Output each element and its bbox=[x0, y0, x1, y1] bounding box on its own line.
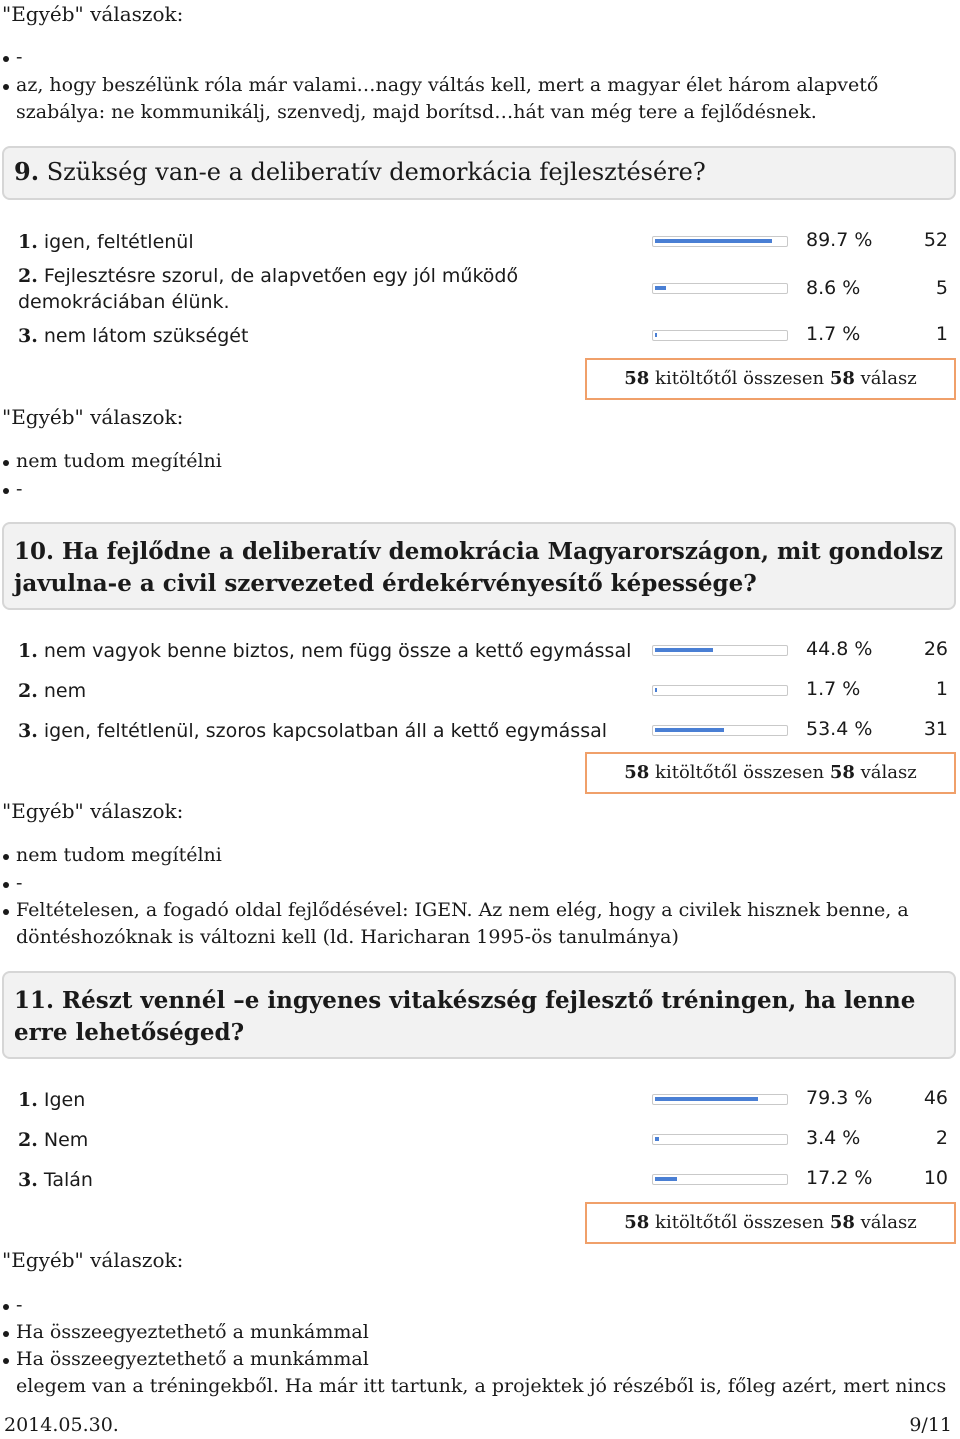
summary-suffix: válasz bbox=[860, 368, 917, 389]
option-label: Igen bbox=[43, 1089, 86, 1111]
list-item: elegem van a tréningekből. Ha már itt tartunk, a projektek jó részéből is, főleg azért, mert nincs bbox=[16, 1373, 956, 1400]
question-number: 10. bbox=[14, 538, 55, 565]
option-count: 10 bbox=[923, 1167, 948, 1189]
option-percent: 17.2 % bbox=[806, 1167, 873, 1189]
option-percent: 44.8 % bbox=[806, 638, 873, 660]
question-11-header bbox=[2, 971, 956, 1059]
list-item: nem tudom megítélni bbox=[16, 448, 222, 475]
list-item: Feltételesen, a fogadó oldal fejlődésével: IGEN. Az nem elég, hogy a civilek hisznek benne, a döntéshozóknak is változni kell (ld. Haricharan 1995-ös tanulmánya) bbox=[16, 897, 916, 951]
list-item: - bbox=[16, 44, 22, 71]
percent-bar-fill bbox=[655, 333, 657, 337]
summary-suffix: válasz bbox=[860, 1212, 917, 1233]
page-number: 9/11 bbox=[909, 1414, 952, 1436]
option-count: 46 bbox=[923, 1087, 948, 1109]
option-number: 2. bbox=[18, 680, 38, 702]
percent-bar bbox=[652, 283, 788, 294]
respondent-count: 58 bbox=[624, 762, 650, 783]
respondent-count: 58 bbox=[624, 1212, 650, 1233]
list-item: Ha összeegyeztethető a munkámmal bbox=[16, 1346, 369, 1373]
option-label: Talán bbox=[43, 1169, 93, 1191]
option-label: nem bbox=[43, 680, 87, 702]
percent-bar-fill bbox=[655, 1097, 758, 1101]
option-percent: 89.7 % bbox=[806, 229, 873, 251]
percent-bar-fill bbox=[655, 1177, 677, 1181]
option-label: Fejlesztésre szorul, de alapvetően egy jól működő demokráciában élünk. bbox=[18, 265, 519, 313]
option-percent: 3.4 % bbox=[806, 1127, 861, 1149]
percent-bar-fill bbox=[655, 286, 666, 290]
question-number: 11. bbox=[14, 987, 55, 1014]
option-count: 1 bbox=[935, 323, 948, 345]
other-answers-heading: "Egyéb" válaszok: bbox=[2, 405, 184, 429]
option-percent: 1.7 % bbox=[806, 678, 861, 700]
percent-bar bbox=[652, 645, 788, 656]
list-item: - bbox=[16, 870, 22, 897]
option-count: 52 bbox=[923, 229, 948, 251]
option-label: Nem bbox=[43, 1129, 89, 1151]
option-count: 5 bbox=[935, 277, 948, 299]
answer-count: 58 bbox=[829, 368, 855, 389]
list-item: az, hogy beszélünk róla már valami…nagy váltás kell, mert a magyar élet három alapvető szabálya: ne kommunikálj, szenvedj, majd borítsd…hát van még tere a fejlődésnek. bbox=[16, 72, 946, 126]
question-title: Szükség van-e a deliberatív demorkácia fejlesztésére? bbox=[46, 158, 706, 186]
option-number: 3. bbox=[18, 1169, 38, 1191]
other-answers-heading: "Egyéb" válaszok: bbox=[2, 1248, 184, 1272]
percent-bar-fill bbox=[655, 688, 657, 692]
percent-bar-fill bbox=[655, 1137, 659, 1141]
answer-count: 58 bbox=[829, 762, 855, 783]
option-percent: 53.4 % bbox=[806, 718, 873, 740]
option-count: 31 bbox=[923, 718, 948, 740]
option-label: nem vagyok benne biztos, nem függ össze a kettő egymással bbox=[43, 640, 632, 662]
percent-bar-fill bbox=[655, 648, 713, 652]
percent-bar-fill bbox=[655, 728, 724, 732]
summary-suffix: válasz bbox=[860, 762, 917, 783]
summary-text: kitöltőtől összesen bbox=[655, 762, 825, 783]
percent-bar bbox=[652, 1094, 788, 1105]
option-label: igen, feltétlenül, szoros kapcsolatban áll a kettő egymással bbox=[43, 720, 608, 742]
option-count: 2 bbox=[935, 1127, 948, 1149]
question-number: 9. bbox=[14, 157, 40, 186]
response-summary bbox=[585, 1202, 956, 1244]
option-number: 3. bbox=[18, 325, 38, 347]
list-item: - bbox=[16, 476, 22, 503]
percent-bar bbox=[652, 725, 788, 736]
question-9-header bbox=[2, 146, 956, 200]
percent-bar-fill bbox=[655, 239, 772, 243]
list-item: - bbox=[16, 1292, 22, 1319]
option-number: 1. bbox=[18, 1089, 38, 1111]
list-item: Ha összeegyeztethető a munkámmal bbox=[16, 1319, 369, 1346]
option-percent: 79.3 % bbox=[806, 1087, 873, 1109]
option-number: 2. bbox=[18, 1129, 38, 1151]
response-summary bbox=[585, 358, 956, 400]
option-number: 2. bbox=[18, 265, 38, 287]
percent-bar bbox=[652, 330, 788, 341]
other-answers-heading: "Egyéb" válaszok: bbox=[2, 799, 184, 823]
option-percent: 1.7 % bbox=[806, 323, 861, 345]
option-count: 1 bbox=[935, 678, 948, 700]
question-10-header bbox=[2, 522, 956, 610]
question-title: Részt vennél –e ingyenes vitakészség fejlesztő tréningen, ha lenne erre lehetőséged? bbox=[14, 987, 916, 1046]
option-label: igen, feltétlenül bbox=[43, 231, 194, 253]
option-number: 3. bbox=[18, 720, 38, 742]
option-number: 1. bbox=[18, 231, 38, 253]
option-number: 1. bbox=[18, 640, 38, 662]
option-label: nem látom szükségét bbox=[43, 325, 249, 347]
answer-count: 58 bbox=[829, 1212, 855, 1233]
option-percent: 8.6 % bbox=[806, 277, 861, 299]
summary-text: kitöltőtől összesen bbox=[655, 368, 825, 389]
footer-date: 2014.05.30. bbox=[4, 1414, 119, 1436]
list-item: nem tudom megítélni bbox=[16, 842, 222, 869]
percent-bar bbox=[652, 236, 788, 247]
percent-bar bbox=[652, 685, 788, 696]
other-answers-heading: "Egyéb" válaszok: bbox=[2, 2, 184, 26]
question-title: Ha fejlődne a deliberatív demokrácia Magyarországon, mit gondolsz javulna-e a civil szervezeted érdekérvényesítő képessége? bbox=[14, 538, 943, 597]
percent-bar bbox=[652, 1134, 788, 1145]
option-count: 26 bbox=[923, 638, 948, 660]
response-summary bbox=[585, 752, 956, 794]
summary-text: kitöltőtől összesen bbox=[655, 1212, 825, 1233]
respondent-count: 58 bbox=[624, 368, 650, 389]
percent-bar bbox=[652, 1174, 788, 1185]
